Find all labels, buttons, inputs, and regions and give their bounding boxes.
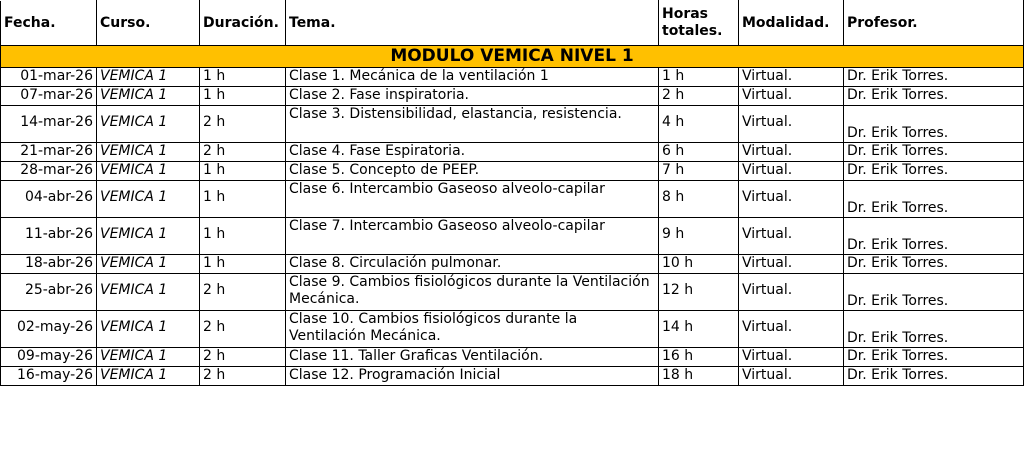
cell-fecha: 14-mar-26: [1, 106, 97, 143]
cell-horas: 7 h: [659, 162, 739, 181]
cell-tema: Clase 9. Cambios fisiológicos durante la Ventilación Mecánica.: [286, 274, 659, 311]
cell-modalidad: Virtual.: [739, 162, 844, 181]
cell-horas: 16 h: [659, 348, 739, 367]
cell-modalidad: Virtual.: [739, 367, 844, 386]
table-row: [1, 311, 1024, 348]
cell-profesor: Dr. Erik Torres.: [844, 274, 1024, 311]
cell-fecha: 18-abr-26: [1, 255, 97, 274]
cell-horas: 10 h: [659, 255, 739, 274]
cell-tema: Clase 2. Fase inspiratoria.: [286, 87, 659, 106]
cell-profesor: Dr. Erik Torres.: [844, 68, 1024, 87]
cell-profesor: Dr. Erik Torres.: [844, 255, 1024, 274]
cell-duracion: 1 h: [200, 218, 286, 255]
cell-curso: VEMICA 1: [97, 311, 200, 348]
module-banner-row: [1, 46, 1024, 68]
cell-horas: 2 h: [659, 87, 739, 106]
cell-curso: VEMICA 1: [97, 106, 200, 143]
cell-fecha: 28-mar-26: [1, 162, 97, 181]
cell-modalidad: Virtual.: [739, 68, 844, 87]
cell-profesor: Dr. Erik Torres.: [844, 311, 1024, 348]
table-row: [1, 218, 1024, 255]
cell-profesor: Dr. Erik Torres.: [844, 181, 1024, 218]
cell-tema: Clase 10. Cambios fisiológicos durante la Ventilación Mecánica.: [286, 311, 659, 348]
cell-horas: 4 h: [659, 106, 739, 143]
cell-duracion: 2 h: [200, 274, 286, 311]
header-horas-line1: Horas: [662, 6, 709, 22]
cell-modalidad: Virtual.: [739, 311, 844, 348]
cell-horas: 1 h: [659, 68, 739, 87]
cell-modalidad: Virtual.: [739, 255, 844, 274]
cell-fecha: 04-abr-26: [1, 181, 97, 218]
cell-fecha: 25-abr-26: [1, 274, 97, 311]
cell-curso: VEMICA 1: [97, 143, 200, 162]
table-row: [1, 367, 1024, 386]
cell-duracion: 1 h: [200, 255, 286, 274]
table-row: [1, 162, 1024, 181]
cell-tema: Clase 6. Intercambio Gaseoso alveolo-capilar: [286, 181, 659, 218]
cell-curso: VEMICA 1: [97, 87, 200, 106]
cell-profesor: Dr. Erik Torres.: [844, 143, 1024, 162]
cell-tema: Clase 8. Circulación pulmonar.: [286, 255, 659, 274]
cell-fecha: 02-may-26: [1, 311, 97, 348]
cell-modalidad: Virtual.: [739, 348, 844, 367]
table-row: [1, 181, 1024, 218]
cell-tema: Clase 7. Intercambio Gaseoso alveolo-capilar: [286, 218, 659, 255]
cell-fecha: 16-may-26: [1, 367, 97, 386]
cell-tema: Clase 11. Taller Graficas Ventilación.: [286, 348, 659, 367]
cell-profesor: Dr. Erik Torres.: [844, 162, 1024, 181]
cell-profesor: Dr. Erik Torres.: [844, 367, 1024, 386]
cell-duracion: 2 h: [200, 106, 286, 143]
cell-duracion: 1 h: [200, 181, 286, 218]
cell-duracion: 2 h: [200, 367, 286, 386]
cell-tema: Clase 12. Programación Inicial: [286, 367, 659, 386]
cell-profesor: Dr. Erik Torres.: [844, 218, 1024, 255]
cell-tema: Clase 1. Mecánica de la ventilación 1: [286, 68, 659, 87]
cell-duracion: 1 h: [200, 162, 286, 181]
table-row: [1, 143, 1024, 162]
cell-profesor: Dr. Erik Torres.: [844, 106, 1024, 143]
cell-horas: 8 h: [659, 181, 739, 218]
cell-horas: 14 h: [659, 311, 739, 348]
table-row: [1, 87, 1024, 106]
cell-fecha: 11-abr-26: [1, 218, 97, 255]
table-row: [1, 68, 1024, 87]
header-tema: Tema.: [286, 1, 659, 46]
cell-modalidad: Virtual.: [739, 143, 844, 162]
cell-modalidad: Virtual.: [739, 87, 844, 106]
header-horas-line2: totales.: [662, 23, 723, 39]
cell-fecha: 01-mar-26: [1, 68, 97, 87]
cell-tema: Clase 4. Fase Espiratoria.: [286, 143, 659, 162]
cell-horas: 18 h: [659, 367, 739, 386]
cell-fecha: 09-may-26: [1, 348, 97, 367]
cell-duracion: 2 h: [200, 143, 286, 162]
header-fecha: Fecha.: [1, 1, 97, 46]
cell-curso: VEMICA 1: [97, 181, 200, 218]
cell-duracion: 2 h: [200, 311, 286, 348]
cell-tema: Clase 5. Concepto de PEEP.: [286, 162, 659, 181]
cell-tema: Clase 3. Distensibilidad, elastancia, resistencia.: [286, 106, 659, 143]
cell-curso: VEMICA 1: [97, 274, 200, 311]
cell-fecha: 21-mar-26: [1, 143, 97, 162]
module-banner: MODULO VEMICA NIVEL 1: [1, 46, 1024, 68]
cell-horas: 6 h: [659, 143, 739, 162]
header-profesor: Profesor.: [844, 1, 1024, 46]
header-horas: [659, 1, 739, 46]
cell-curso: VEMICA 1: [97, 367, 200, 386]
table-row: [1, 274, 1024, 311]
cell-profesor: Dr. Erik Torres.: [844, 87, 1024, 106]
cell-modalidad: Virtual.: [739, 181, 844, 218]
header-duracion: Duración.: [200, 1, 286, 46]
header-modalidad: Modalidad.: [739, 1, 844, 46]
header-curso: Curso.: [97, 1, 200, 46]
cell-curso: VEMICA 1: [97, 255, 200, 274]
table-row: [1, 106, 1024, 143]
header-row: [1, 1, 1024, 46]
cell-fecha: 07-mar-26: [1, 87, 97, 106]
cell-curso: VEMICA 1: [97, 162, 200, 181]
cell-modalidad: Virtual.: [739, 218, 844, 255]
cell-curso: VEMICA 1: [97, 348, 200, 367]
table-row: [1, 348, 1024, 367]
cell-curso: VEMICA 1: [97, 218, 200, 255]
cell-modalidad: Virtual.: [739, 106, 844, 143]
table-row: [1, 255, 1024, 274]
cell-duracion: 1 h: [200, 68, 286, 87]
cell-profesor: Dr. Erik Torres.: [844, 348, 1024, 367]
cell-duracion: 1 h: [200, 87, 286, 106]
cell-duracion: 2 h: [200, 348, 286, 367]
cell-horas: 12 h: [659, 274, 739, 311]
cell-horas: 9 h: [659, 218, 739, 255]
cell-curso: VEMICA 1: [97, 68, 200, 87]
cell-modalidad: Virtual.: [739, 274, 844, 311]
